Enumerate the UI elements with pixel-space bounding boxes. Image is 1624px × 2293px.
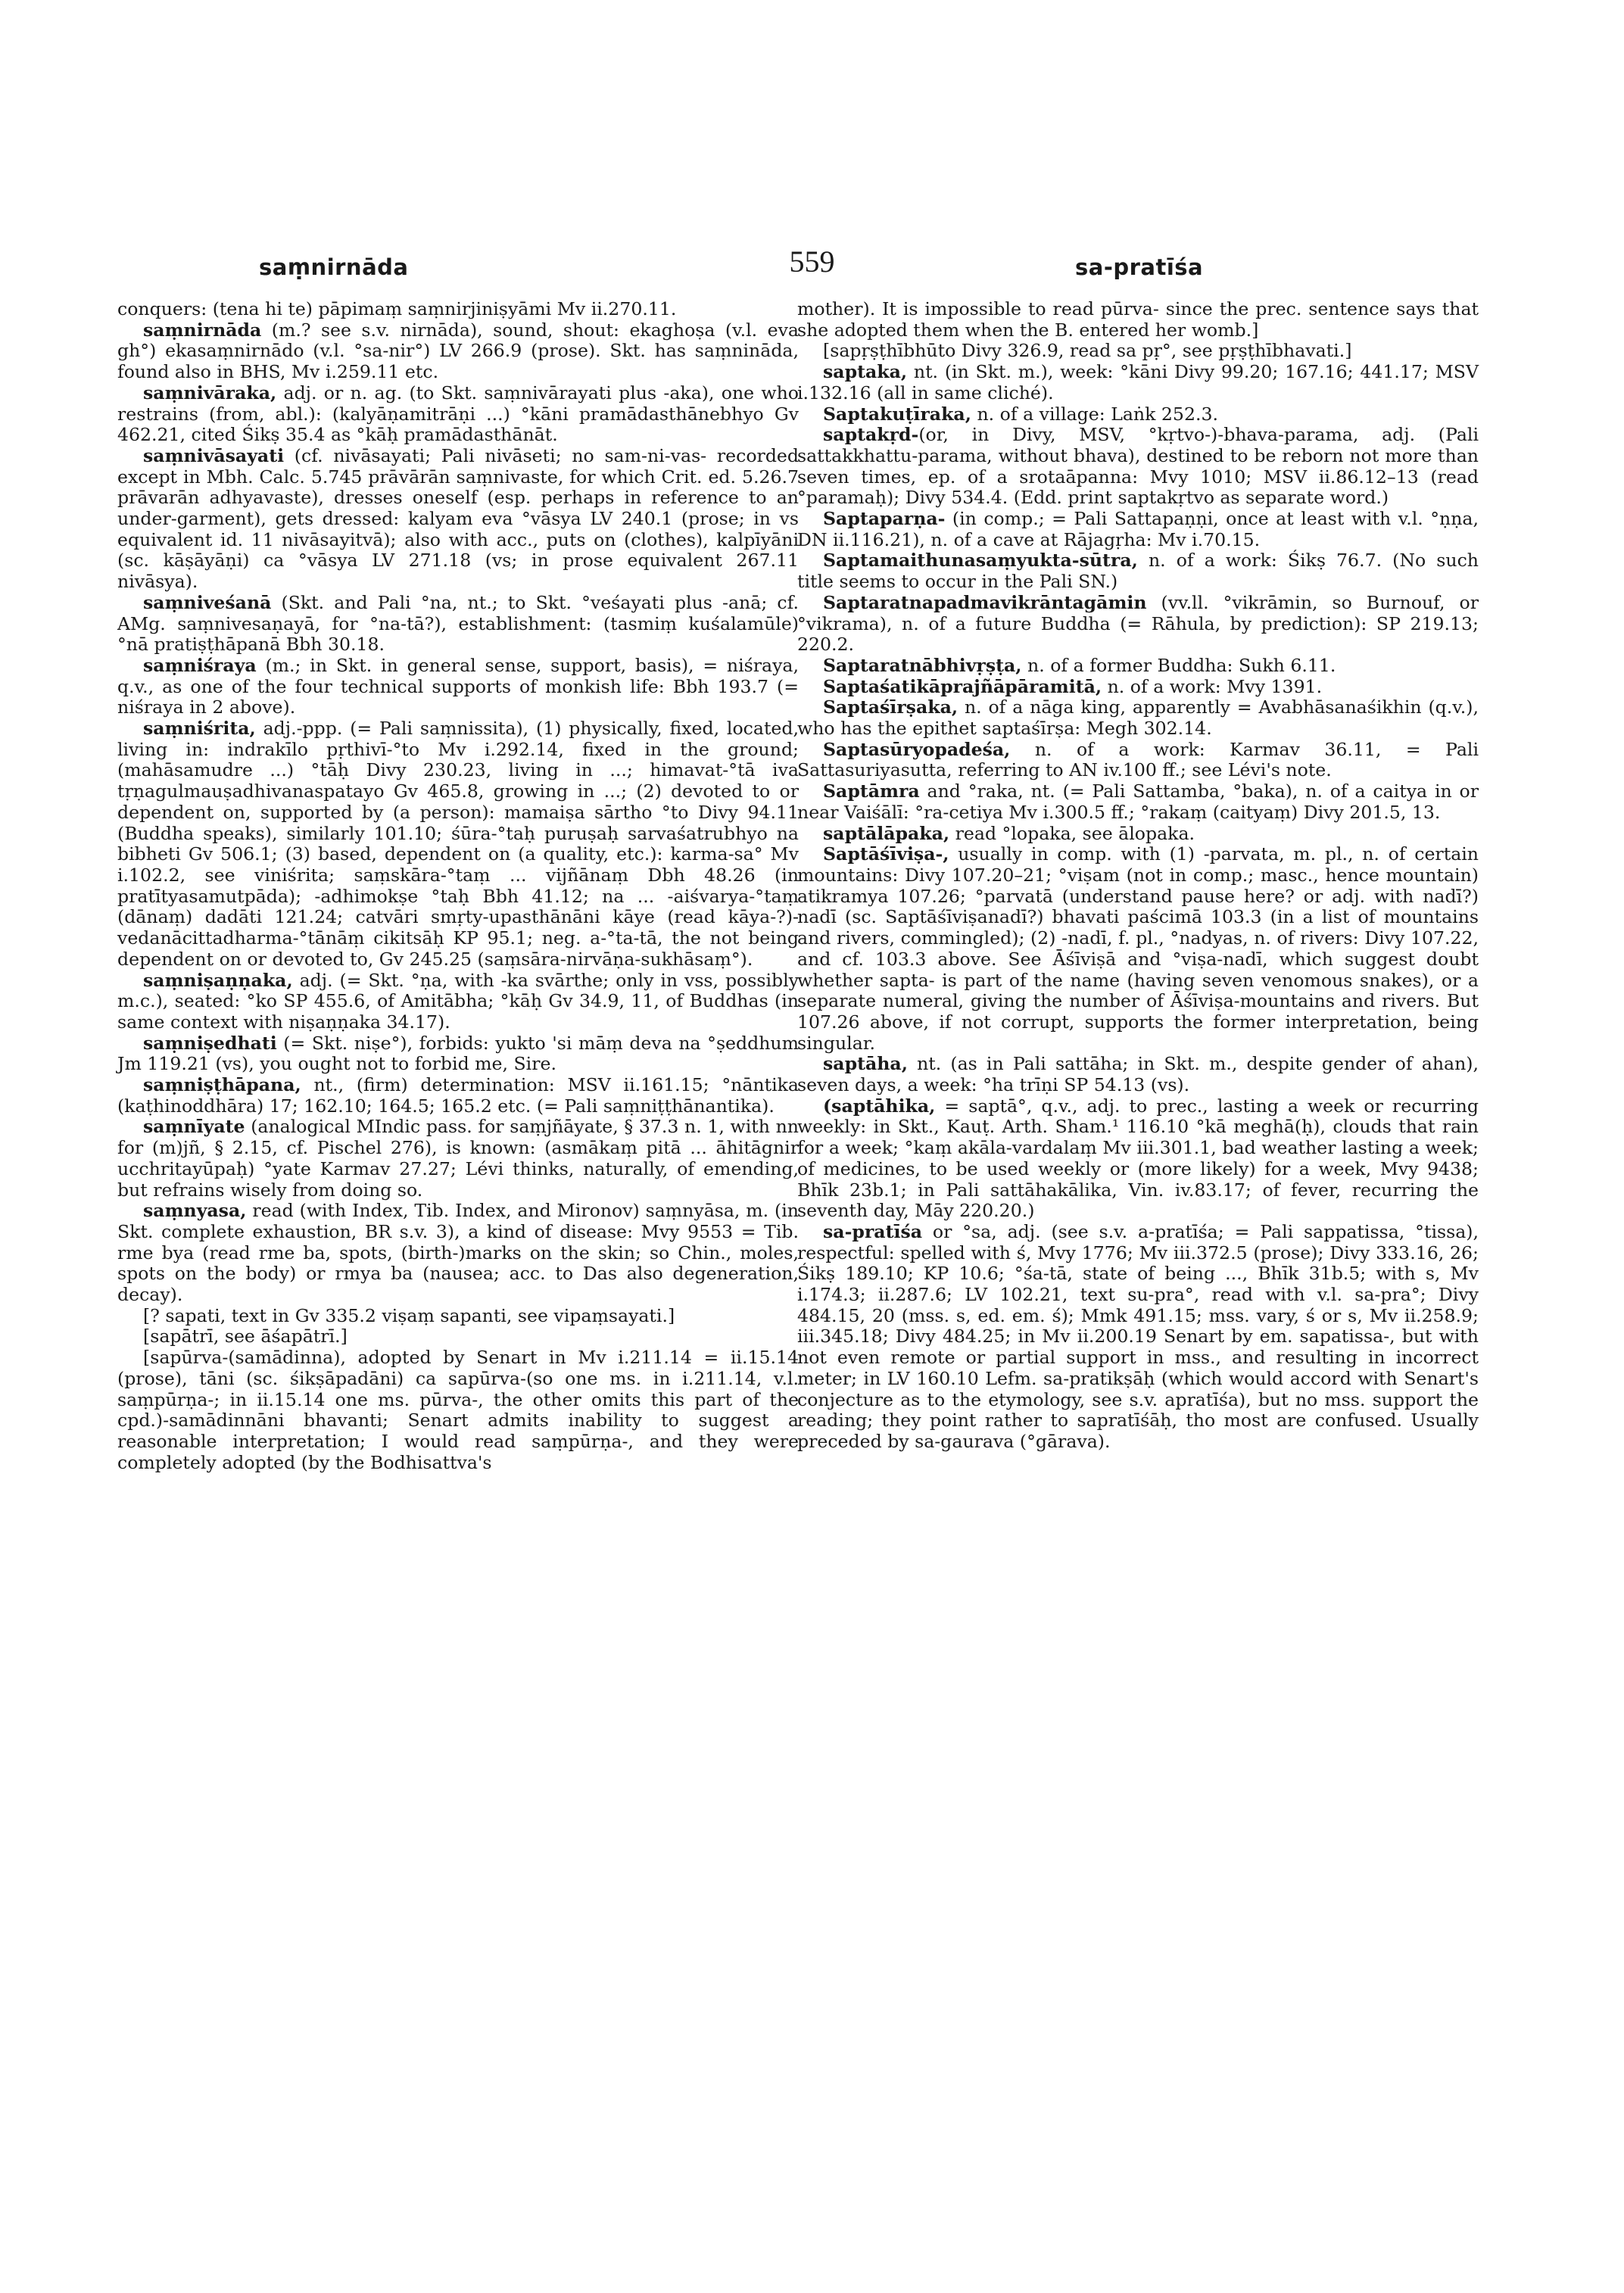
dictionary-entry xyxy=(117,1347,799,1473)
dictionary-entry xyxy=(117,1201,799,1306)
entry-text: n. of a work: Śikṣ 76.7. (No such title seems to occur in the Pali SN.) xyxy=(797,550,1479,593)
entry-headword: saptāha, xyxy=(823,1053,908,1075)
dictionary-entry xyxy=(117,1326,799,1347)
dictionary-entry xyxy=(117,718,799,970)
dictionary-entry xyxy=(117,1306,799,1327)
entry-text: (cf. nivāsayati; Pali nivāseti; no sam-ni-vas- recorded except in Mbh. Calc. 5.745 prāvārān saṃnivaste, for which Crit. ed. 5.26.7 prāvarān adhyavaste), dresses oneself (esp. perhaps in reference to an under-garment), gets dressed: kalyam eva °vāsya LV 240.1 (prose; in vs equivalent id. 11 nivāsayitvā); also with acc., puts on (clothes), kalpīyāni (sc. kāṣāyāṇi) ca °vāsya LV 271.18 (vs; in prose equivalent 267.11 nivāsya). xyxy=(117,444,799,593)
entry-text: [sapūrva-(samādinna), adopted by Senart in Mv i.211.14 = ii.15.14 (prose), tāni (sc. śikṣāpadāni) ca sapūrva-(so one ms. in i.211.14, v.l. saṃpūrṇa-; in ii.15.14 one ms. pūrva-, the other omits this part of the cpd.)-samādinnāni bhavanti; Senart admits inability to suggest a reasonable interpretation; I would read saṃpūrṇa-, and they were completely adopted (by the Bodhisattva's xyxy=(117,1347,799,1473)
entry-headword: Saptasūryopadeśa, xyxy=(823,738,1011,760)
entry-text: n. of a work: Mvy 1391. xyxy=(1102,675,1323,697)
entry-headword: saṃniśrita, xyxy=(143,718,256,740)
entry-headword: saptakṛd- xyxy=(823,424,919,446)
entry-headword: Saptāśīviṣa-, xyxy=(823,843,949,865)
dictionary-entry xyxy=(797,824,1479,845)
entry-headword: Saptaśīrṣaka, xyxy=(823,696,959,718)
entry-text: (analogical MIndic pass. for saṃjñāyate, § 37.3 n. 1, with nn for (m)jñ, § 2.15, cf. Pischel 276), is known: (asmākaṃ pitā ... āhitāgnir ucchritayūpaḥ) °yate Karmav 27.27; Lévi thinks, naturally, of emending, but refrains wisely from doing so. xyxy=(117,1116,799,1201)
entry-headword: saptaka, xyxy=(823,361,908,383)
dictionary-entry xyxy=(797,593,1479,656)
entry-headword: saṃniveśanā xyxy=(143,591,272,613)
entry-text: nt. (in Skt. m.), week: °kāni Divy 99.20; 167.16; 441.17; MSV i.132.16 (all in same cliché). xyxy=(797,361,1479,403)
dictionary-entry xyxy=(797,1096,1479,1222)
entry-headword: saṃnirnāda xyxy=(143,319,262,341)
right-column xyxy=(797,299,1479,1453)
entry-text: nt. (as in Pali sattāha; in Skt. m., despite gender of ahan), seven days, a week: °ha trīṇi SP 54.13 (vs). xyxy=(797,1053,1479,1096)
entry-text: adj. or n. ag. (to Skt. saṃnivārayati plus -aka), one who restrains (from, abl.): (kalyāṇamitrāṇi ...) °kāni pramādasthānebhyo Gv 462.21, cited Śikṣ 35.4 as °kāḥ pramādasthānāt. xyxy=(117,382,799,446)
dictionary-entry xyxy=(797,425,1479,509)
dictionary-entry xyxy=(117,1075,799,1117)
dictionary-entry xyxy=(117,299,799,320)
entry-text: adj.-ppp. (= Pali saṃnissita), (1) physically, fixed, located, living in: indrakīlo pṛthivī-°to Mv i.292.14, fixed in the ground; (mahāsamudre ...) °tāḥ Divy 230.23, living in ...; himavat-°tā iva tṛṇagulmauṣadhivanaspatayo Gv 465.8, growing in ...; (2) devoted to or dependent on, supported by (a person): mamaiṣa sārtho °to Divy 94.11 (Buddha speaks), similarly 101.10; śūra-°taḥ puruṣaḥ sarvaśatrubhyo na bibheti Gv 506.1; (3) based, dependent on (a quality, etc.): karma-sa° Mv i.102.2, see viniśrita; saṃskāra-°taṃ ... vijñānaṃ Dbh 48.26 (in pratītyasamutpāda); -adhimokṣe °taḥ Bbh 41.12; na ... -aiśvarya-°taṃ (dānaṃ) dadāti 121.24; catvāri smṛty-upasthānāni kāye (read kāya-?)-vedanācittadharma-°tānāṃ cikitsāḥ KP 95.1; neg. a-°ta-tā, the not being dependent on or devoted to, Gv 245.25 (saṃsāra-nirvāṇa-sukhāsaṃ°). xyxy=(117,718,799,970)
entry-text: (m.? see s.v. nirnāda), sound, shout: ekaghoṣa (v.l. eva gh°) ekasaṃnirnādo (v.l. °sa-nir°) LV 266.9 (prose). Skt. has saṃnināda, found also in BHS, Mv i.259.11 etc. xyxy=(117,319,799,383)
entry-headword: saṃniśraya xyxy=(143,654,257,676)
entry-text: (in comp.; = Pali Sattapaṇṇi, once at least with v.l. °ṇṇa, DN ii.116.21), n. of a cave at Rājagṛha: Mv i.70.15. xyxy=(797,508,1479,550)
entry-text: usually in comp. with (1) -parvata, m. pl., n. of certain mountains: Divy 107.20–21; °viṣam (not in comp.; masc., hence mountain) atikramya 107.26; °parvatā (understand pause here? or adj. with nadī?) nadī (sc. Saptāśīviṣanadī?) bhavati paścimā 103.3 (in a list of mountains and rivers, commingled); (2) -nadī, f. pl., °nadyas, n. of rivers: Divy 107.22, and cf. 103.3 above. See Āśīviṣā and °viṣa-nadī, which suggest doubt whether sapta- is part of the name (having seven venomous snakes), or a separate numeral, giving the number of Āśīviṣa-mountains and rivers. But 107.26 above, if not corrupt, supports the former interpretation, being singular. xyxy=(797,843,1479,1054)
entry-text: nt., (firm) determination: MSV ii.161.15; °nāntika (kaṭhinoddhāra) 17; 162.10; 164.5; 165.2 etc. (= Pali saṃniṭṭhānantika). xyxy=(117,1074,799,1117)
entry-text: mother). It is impossible to read pūrva- since the prec. sentence says that she adopted them when the B. entered her womb.] xyxy=(797,298,1479,341)
entry-text: read (with Index, Tib. Index, and Mironov) saṃnyāsa, m. (in Skt. complete exhaustion, BR s.v. 3), a kind of disease: Mvy 9553 = Tib. rme bya (read rme ba, spots, (birth-)marks on the skin; so Chin., moles, spots on the body) or rmya ba (nausea; acc. to Das also degeneration, decay). xyxy=(117,1200,799,1306)
left-column xyxy=(117,299,799,1473)
dictionary-entry xyxy=(797,362,1479,403)
entry-headword: saṃniṣaṇṇaka, xyxy=(143,969,293,991)
entry-headword: Saptamaithunasaṃyukta-sūtra, xyxy=(823,550,1138,572)
dictionary-entry xyxy=(117,446,799,593)
entry-text: n. of a former Buddha: Sukh 6.11. xyxy=(1021,654,1336,676)
entry-text: (or, in Divy, MSV, °kṛtvo-)-bhava-parama, adj. (Pali sattakkhattu-parama, without bhava), destined to be reborn not more than seven times, ep. of a srotaāpanna: Mvy 1010; MSV ii.86.12–13 (read °paramaḥ); Divy 534.4. (Edd. print saptakṛtvo as separate word.) xyxy=(797,424,1479,509)
dictionary-entry xyxy=(117,656,799,718)
left-guide-word: saṃnirnāda xyxy=(259,254,409,280)
entry-text: conquers: (tena hi te) pāpimaṃ saṃnirjiniṣyāmi Mv ii.270.11. xyxy=(117,298,677,319)
entry-text: n. of a work: Karmav 36.11, = Pali Sattasuriyasutta, referring to AN iv.100 ff.; see Lévi's note. xyxy=(797,738,1479,781)
dictionary-entry xyxy=(797,341,1479,362)
dictionary-entry xyxy=(797,1054,1479,1095)
dictionary-entry xyxy=(797,844,1479,1054)
entry-headword: (saptāhika, xyxy=(823,1095,936,1117)
dictionary-entry xyxy=(117,383,799,446)
dictionary-entry xyxy=(117,1117,799,1201)
dictionary-entry xyxy=(797,740,1479,781)
entry-headword: saṃnivāraka, xyxy=(143,382,277,403)
entry-headword: Saptaratnābhivṛṣṭa, xyxy=(823,654,1022,676)
entry-text: [sapātrī, see āśapātrī.] xyxy=(143,1326,348,1347)
entry-headword: saptālāpaka, xyxy=(823,822,950,844)
page-number: 559 xyxy=(789,245,835,279)
dictionary-entry xyxy=(797,1222,1479,1453)
entry-text: (= Skt. niṣe°), forbids: yukto 'si māṃ deva na °ṣeddhum Jm 119.21 (vs), you ought not to forbid me, Sire. xyxy=(117,1032,799,1075)
entry-text: [? sapati, text in Gv 335.2 viṣaṃ sapanti, see vipaṃsayati.] xyxy=(143,1304,675,1326)
dictionary-entry xyxy=(797,299,1479,341)
entry-headword: Saptāmra xyxy=(823,780,920,802)
entry-headword: saṃnyasa, xyxy=(143,1200,247,1222)
right-guide-word: sa-pratīśa xyxy=(1075,254,1204,280)
entry-headword: sa-pratīśa xyxy=(823,1220,923,1242)
dictionary-entry xyxy=(117,970,799,1033)
dictionary-entry xyxy=(797,677,1479,698)
entry-headword: saṃnivāsayati xyxy=(143,444,285,466)
entry-headword: saṃnīyate xyxy=(143,1116,245,1138)
dictionary-entry xyxy=(117,593,799,656)
entry-headword: Saptaśatikāprajñāpāramitā, xyxy=(823,675,1102,697)
dictionary-entry xyxy=(117,320,799,383)
dictionary-entry xyxy=(797,781,1479,823)
entry-text: or °sa, adj. (see s.v. a-pratīśa; = Pali sappatissa, °tissa), respectful: spelled with ś, Mvy 1776; Mv iii.372.5 (prose); Divy 333.16, 26; Śikṣ 189.10; KP 10.6; °śa-tā, state of being ..., Bhīk 31b.5; with s, Mv i.174.3; ii.287.6; LV 102.21, text su-pra°, read with v.l. sa-pra°; Divy 484.15, 20 (mss. s, ed. em. ś); Mmk 491.15; mss. vary, ś or s, Mv ii.258.9; iii.345.18; Divy 484.25; in Mv ii.200.19 Senart by em. sapatissa-, but with not even remote or partial support in mss., and resulting in incorrect meter; in LV 160.10 Lefm. sa-pratikṣāḥ (which would accord with Senart's conjecture as to the etymology, see s.v. apratīśa), but no mss. support the reading; they point rather to sapratīśāḥ, tho most are confused. Usually preceded by sa-gaurava (°gārava). xyxy=(797,1220,1479,1452)
entry-headword: Saptaratnapadmavikrāntagāmin xyxy=(823,591,1147,613)
entry-text: read °lopaka, see ālopaka. xyxy=(949,822,1195,844)
entry-headword: Saptakuṭīraka, xyxy=(823,403,971,425)
entry-text: [sapṛṣṭhībhūto Divy 326.9, read sa pṛ°, see pṛṣṭhībhavati.] xyxy=(823,340,1352,362)
entry-text: (vv.ll. °vikrāmin, so Burnouf, or °vikrama), n. of a future Buddha (= Rāhula, by prediction): SP 219.13; 220.2. xyxy=(797,591,1479,656)
entry-text: (Skt. and Pali °na, nt.; to Skt. °veśayati plus -anā; cf. AMg. saṃnivesaṇayā, for °na-tā?), establishment: (tasmiṃ kuśalamūle) °nā pratiṣṭhāpanā Bbh 30.18. xyxy=(117,591,799,656)
entry-headword: saṃniṣedhati xyxy=(143,1032,277,1054)
entry-text: = saptā°, q.v., adj. to prec., lasting a week or recurring weekly: in Skt., Kauṭ. Arth. Sham.¹ 116.10 °kā meghā(ḥ), clouds that rain for a week; °kaṃ akāla-vardalaṃ Mv iii.301.1, bad weather lasting a week; of medicines, to be used weekly or (more likely) for a week, Mvy 9438; Bhīk 23b.1; in Pali sattāhakālika, Vin. iv.83.17; of fever, recurring the seventh day, Māy 220.20.) xyxy=(797,1095,1479,1222)
entry-headword: saṃniṣṭhāpana, xyxy=(143,1074,301,1096)
dictionary-entry xyxy=(797,509,1479,550)
entry-headword: Saptaparṇa- xyxy=(823,508,946,530)
entry-text: n. of a nāga king, apparently = Avabhāsanaśikhin (q.v.), who has the epithet saptaśīrṣa: Megh 302.14. xyxy=(797,696,1479,740)
dictionary-entry xyxy=(797,656,1479,677)
entry-text: and °raka, nt. (= Pali Sattamba, °baka), n. of a caitya in or near Vaiśālī: °ra-cetiya Mv i.300.5 ff.; °rakaṃ (caityaṃ) Divy 201.5, 13. xyxy=(797,780,1479,823)
entry-text: n. of a village: Laṅk 252.3. xyxy=(971,403,1218,425)
entry-text: (m.; in Skt. in general sense, support, basis), = niśraya, q.v., as one of the four technical supports of monkish life: Bbh 193.7 (= niśraya in 2 above). xyxy=(117,654,799,718)
dictionary-entry xyxy=(797,404,1479,425)
dictionary-entry xyxy=(117,1033,799,1075)
dictionary-entry xyxy=(797,697,1479,739)
entry-text: adj. (= Skt. °ṇa, with -ka svārthe; only in vss, possibly m.c.), seated: °ko SP 455.6, of Amitābha; °kāḥ Gv 34.9, 11, of Buddhas (in same context with niṣaṇṇaka 34.17). xyxy=(117,969,799,1033)
dictionary-entry xyxy=(797,550,1479,592)
